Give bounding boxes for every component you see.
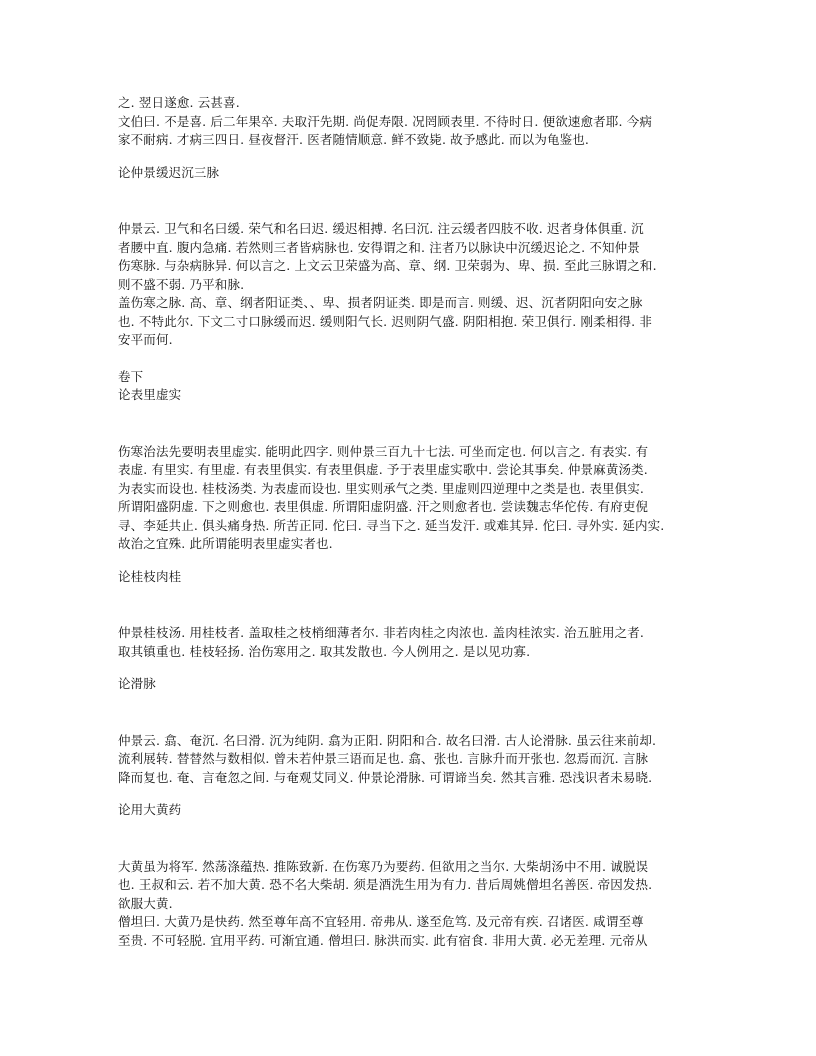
section-heading: 论滑脉	[118, 676, 156, 691]
text-line: 寻、李延共止. 俱头痛身热. 所苦正同. 佗曰. 寻当下之. 延当发汗. 或难其异. 佗曰. 寻外实. 延内实.	[118, 517, 665, 533]
text-line: 故治之宜殊. 此所谓能明表里虚实者也.	[118, 536, 333, 551]
text-line: 仲景桂枝汤. 用桂枝者. 盖取桂之枝梢细薄者尔. 非若肉桂之肉浓也. 盖肉桂浓实. 治五脏用之者.	[118, 625, 645, 640]
section-heading: 论桂枝肉桂	[118, 568, 182, 584]
text-line: 至贵. 不可轻脱. 宜用平药. 可渐宜通. 僧坦曰. 脉洪而实. 此有宿食. 非用大黄. 必无差理. 元帝从	[118, 932, 648, 948]
text-line: 仲景云. 卫气和名曰缓. 荣气和名曰迟. 缓迟相搏. 名曰沉. 注云缓者四肢不收. 迟者身体俱重. 沉	[118, 221, 644, 236]
section-heading: 论仲景缓迟沉三脉	[118, 164, 220, 180]
section-rhubarb	[118, 801, 706, 950]
text-line: 为表实而设也. 桂枝汤类. 为表虚而设也. 里实则承气之类. 里虚则四逆理中之类是也. 表里俱实.	[118, 480, 645, 496]
volume-label: 卷下	[118, 368, 144, 384]
section-exterior-interior	[118, 368, 706, 554]
section-cinnamon	[118, 568, 706, 662]
intro-section	[118, 94, 706, 150]
text-line: 家不耐病. 才病三四日. 昼夜督汗. 医者随情顺意. 鲜不致毙. 故予感此. 而以为龟鉴也.	[118, 132, 590, 147]
text-line: 安平而何.	[118, 332, 173, 347]
text-line: 盖伤寒之脉. 高、章、纲者阳证类、、卑、损者阴证类. 即是而言. 则缓、迟、沉者阴阳向安之脉	[118, 295, 643, 310]
text-line: 也. 不特此尔. 下文二寸口脉缓而迟. 缓则阳气长. 迟则阴气盛. 阴阳相抱. 荣卫俱行. 刚柔相得. 非	[118, 313, 653, 329]
text-line: 仲景云. 翕、奄沉. 名曰滑. 沉为纯阴. 翕为正阳. 阴阳和合. 故名曰滑. 古人论滑脉. 虽云往来前却.	[118, 732, 657, 748]
text-line: 也. 王叔和云. 若不加大黄. 恐不名大柴胡. 须是酒洗生用为有力. 昔后周姚僧坦名善医. 帝因发热.	[118, 877, 653, 892]
text-line: 流利展转. 替替然与数相似. 曾未若仲景三语而足也. 翕、张也. 言脉升而开张也. 忽焉而沉. 言脉	[118, 751, 649, 766]
text-line: 伤寒治法先要明表里虚实. 能明此四字. 则仲景三百九十七法. 可坐而定也. 何以言之. 有表实. 有	[118, 443, 649, 459]
text-line: 之. 翌日遂愈. 云甚喜.	[118, 95, 240, 110]
text-line: 者腰中直. 腹内急痛. 若然则三者皆病脉也. 安得谓之和. 注者乃以脉诀中沉缓迟论之. 不知仲景	[118, 239, 640, 255]
text-line: 所谓阳盛阴虚. 下之则愈也. 表里俱虚. 所谓阳虚阴盛. 汗之则愈者也. 尝读魏志华佗传. 有府吏倪	[118, 499, 649, 514]
section-slippery-pulse	[118, 675, 706, 787]
section-pulse-three	[118, 164, 706, 350]
text-line: 欲服大黄.	[118, 895, 173, 911]
text-line: 表虚. 有里实. 有里虚. 有表里俱实. 有表里俱虚. 予于表里虚实歌中. 尝论其事矣. 仲景麻黄汤类.	[118, 462, 648, 477]
text-line: 伤寒脉. 与杂病脉异. 何以言之. 上文云卫荣盛为高、章、纲. 卫荣弱为、卑、损. 至此三脉谓之和.	[118, 258, 657, 273]
text-line: 则不盛不弱. 乃平和脉.	[118, 276, 245, 292]
section-heading: 论用大黄药	[118, 802, 182, 817]
text-line: 大黄虽为将军. 然荡涤蕴热. 推陈致新. 在伤寒乃为要药. 但欲用之当尔. 大柴胡汤中不用. 诚脱误	[118, 858, 649, 874]
text-line: 文伯曰. 不是喜. 后二年果卒. 夫取汗先期. 尚促寿限. 况罔顾表里. 不待时日. 便欲速愈者耶. 今病	[118, 113, 653, 129]
text-line: 僧坦曰. 大黄乃是快药. 然至尊年高不宜轻用. 帝弗从. 遂至危笃. 及元帝有疾. 召诸医. 咸谓至尊	[118, 914, 644, 929]
text-line: 降而复也. 奄、言奄忽之间. 与奄观艾同义. 仲景论滑脉. 可谓谛当矣. 然其言雅. 恐浅识者未易晓.	[118, 769, 653, 785]
text-line: 取其镇重也. 桂枝轻扬. 治伤寒用之. 取其发散也. 今人例用之. 是以见功寡.	[118, 643, 531, 659]
section-heading: 论表里虚实	[118, 387, 182, 402]
